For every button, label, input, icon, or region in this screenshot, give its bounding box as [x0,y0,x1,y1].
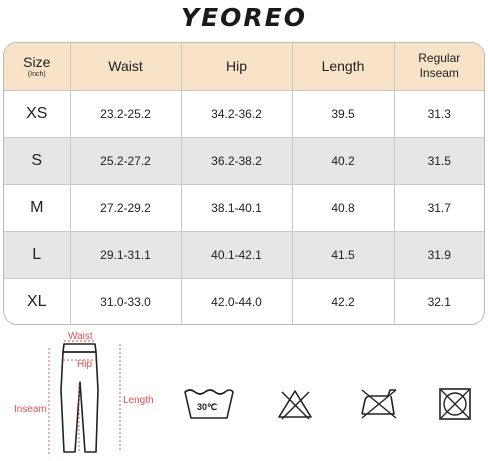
header-length: Length [292,43,394,90]
header-hip: Hip [181,43,292,90]
inseam-cell: 31.7 [394,184,484,231]
measurement-and-care-section [0,330,488,461]
size-cell: S [4,137,70,184]
inseam-label: Inseam [14,404,47,415]
no-bleach-icon [276,388,314,420]
waist-label: Waist [68,331,93,342]
length-cell: 40.2 [292,137,394,184]
length-cell: 42.2 [292,278,394,325]
table-row [4,278,484,325]
hip-cell: 36.2-38.2 [181,137,292,184]
brand-logo [0,0,488,34]
size-chart-table [3,42,485,325]
inseam-cell: 32.1 [427,294,451,309]
header-waist: Waist [70,43,181,90]
inseam-cell: 31.3 [394,90,484,137]
no-tumble-dry-icon [438,387,472,421]
hip-label: Hip [77,359,93,370]
table-row [4,184,484,231]
waist-cell: 29.1-31.1 [70,231,181,278]
waist-cell: 27.2-29.2 [70,184,181,231]
inseam-cell: 31.5 [394,137,484,184]
table-row [4,90,484,137]
length-cell: 41.5 [292,231,394,278]
length-cell: 39.5 [292,90,394,137]
size-cell: L [4,231,70,278]
hip-cell: 40.1-42.1 [181,231,292,278]
header-size-unit: (Inch) [27,71,46,79]
no-iron-icon [358,386,400,420]
table-header-row [4,43,484,90]
length-label: Length [123,395,154,406]
table-row [4,137,484,184]
size-cell: XL [4,278,70,325]
hip-cell: 42.0-44.0 [181,278,292,325]
length-cell: 40.8 [292,184,394,231]
hip-cell: 34.2-36.2 [181,90,292,137]
waist-cell: 25.2-27.2 [70,137,181,184]
size-cell: XS [4,90,70,137]
header-inseam: Regular Inseam [394,43,484,90]
brand-name: YEOREO [180,2,307,32]
table-row [4,231,484,278]
inseam-cell: 31.9 [394,231,484,278]
waist-cell: 31.0-33.0 [70,278,181,325]
hip-cell: 38.1-40.1 [181,184,292,231]
waist-cell: 23.2-25.2 [70,90,181,137]
size-cell: M [4,184,70,231]
wash-temp-label: 30℃ [197,402,218,412]
header-size: Size (Inch) [4,43,70,90]
